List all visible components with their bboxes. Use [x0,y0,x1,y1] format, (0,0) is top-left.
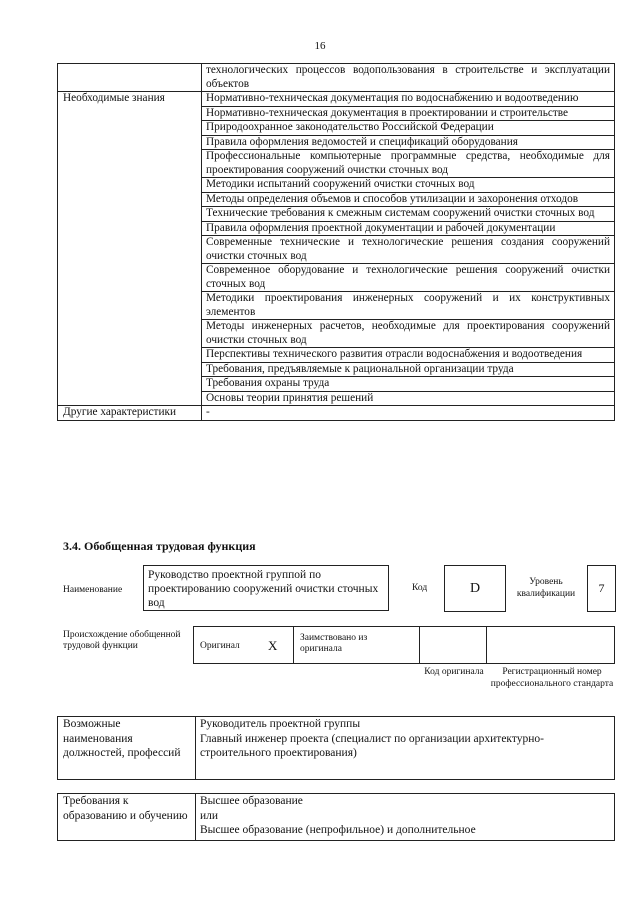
reg-number-caption: Регистрационный номер профессионального стандарта [490,667,614,689]
positions-table [57,716,615,780]
name-label: Наименование [63,585,123,595]
education-line: Высшее образование [200,795,303,807]
original-label: Оригинал [200,641,240,651]
other-value: - [202,406,615,421]
qualification-level: 7 [587,565,616,612]
empty-label-cell [58,64,202,92]
knowledge-item: Методы инженерных расчетов, необходимые для проектирования сооружений очистки сточных вод [202,320,615,348]
education-table [57,793,615,841]
continuation-cell: технологических процессов водопользования в строительстве и эксплуатации объектов [202,64,615,92]
origin-divider [486,627,487,663]
knowledge-item: Технические требования к смежным системам сооружений очистки сточных вод [202,207,615,222]
knowledge-item: Природоохранное законодательство Российской Федерации [202,121,615,136]
education-line: или [200,809,219,822]
function-code: D [444,565,506,612]
knowledge-item: Требования, предъявляемые к рациональной организации труда [202,362,615,377]
table-row [58,64,615,92]
original-mark: X [268,638,278,653]
knowledge-item: Нормативно-техническая документация по водоснабжению и водоотведению [202,92,615,107]
position-line: Руководитель проектной группы [200,718,361,730]
education-values [196,794,615,841]
knowledge-item: Правила оформления проектной документации и рабочей документации [202,221,615,236]
knowledge-item: Основы теории принятия решений [202,391,615,406]
level-label: Уровень квалификации [516,577,576,599]
knowledge-item: Перспективы технического развития отрасли водоснабжения и водоотведения [202,348,615,363]
origin-divider [293,627,294,663]
knowledge-label: Необходимые знания [58,92,202,406]
function-name: Руководство проектной группой по проектированию сооружений очистки сточных вод [143,565,389,611]
knowledge-item: Методики проектирования инженерных сооружений и их конструктивных элементов [202,292,615,320]
knowledge-item: Современное оборудование и технологические решения сооружений очистки сточных вод [202,264,615,292]
knowledge-item: Методы определения объемов и способов утилизации и захоронения отходов [202,192,615,207]
other-label: Другие характеристики [58,406,202,421]
table-row [58,92,615,107]
knowledge-item: Профессиональные компьютерные программные средства, необходимые для проектирования сооружений очистки сточных вод [202,150,615,178]
origin-divider [419,627,420,663]
knowledge-item: Правила оформления ведомостей и спецификаций оборудования [202,135,615,150]
knowledge-item: Требования охраны труда [202,377,615,392]
education-line: Высшее образование (непрофильное) и дополнительное [200,824,476,836]
knowledge-item: Методики испытаний сооружений очистки сточных вод [202,178,615,193]
table-row [58,406,615,421]
origin-label: Происхождение обобщенной трудовой функции [63,630,181,651]
positions-values [196,717,615,780]
education-label: Требования к образованию и обучению [58,794,196,841]
position-line: Главный инженер проекта (специалист по организации архитектурно-строительного проектирования) [200,732,544,759]
positions-label: Возможные наименования должностей, профессий [58,717,196,780]
borrowed-label: Заимствовано из оригинала [300,633,368,654]
knowledge-table [57,63,615,421]
knowledge-item: Нормативно-техническая документация в проектировании и строительстве [202,106,615,121]
origin-table [193,626,615,664]
code-label: Код [412,583,428,593]
knowledge-item: Современные технические и технологические решения создания сооружений очистки сточных вод [202,236,615,264]
code-original-caption: Код оригинала [424,667,484,677]
page-number: 16 [314,40,326,52]
section-title: 3.4. Обобщенная трудовая функция [63,539,256,553]
